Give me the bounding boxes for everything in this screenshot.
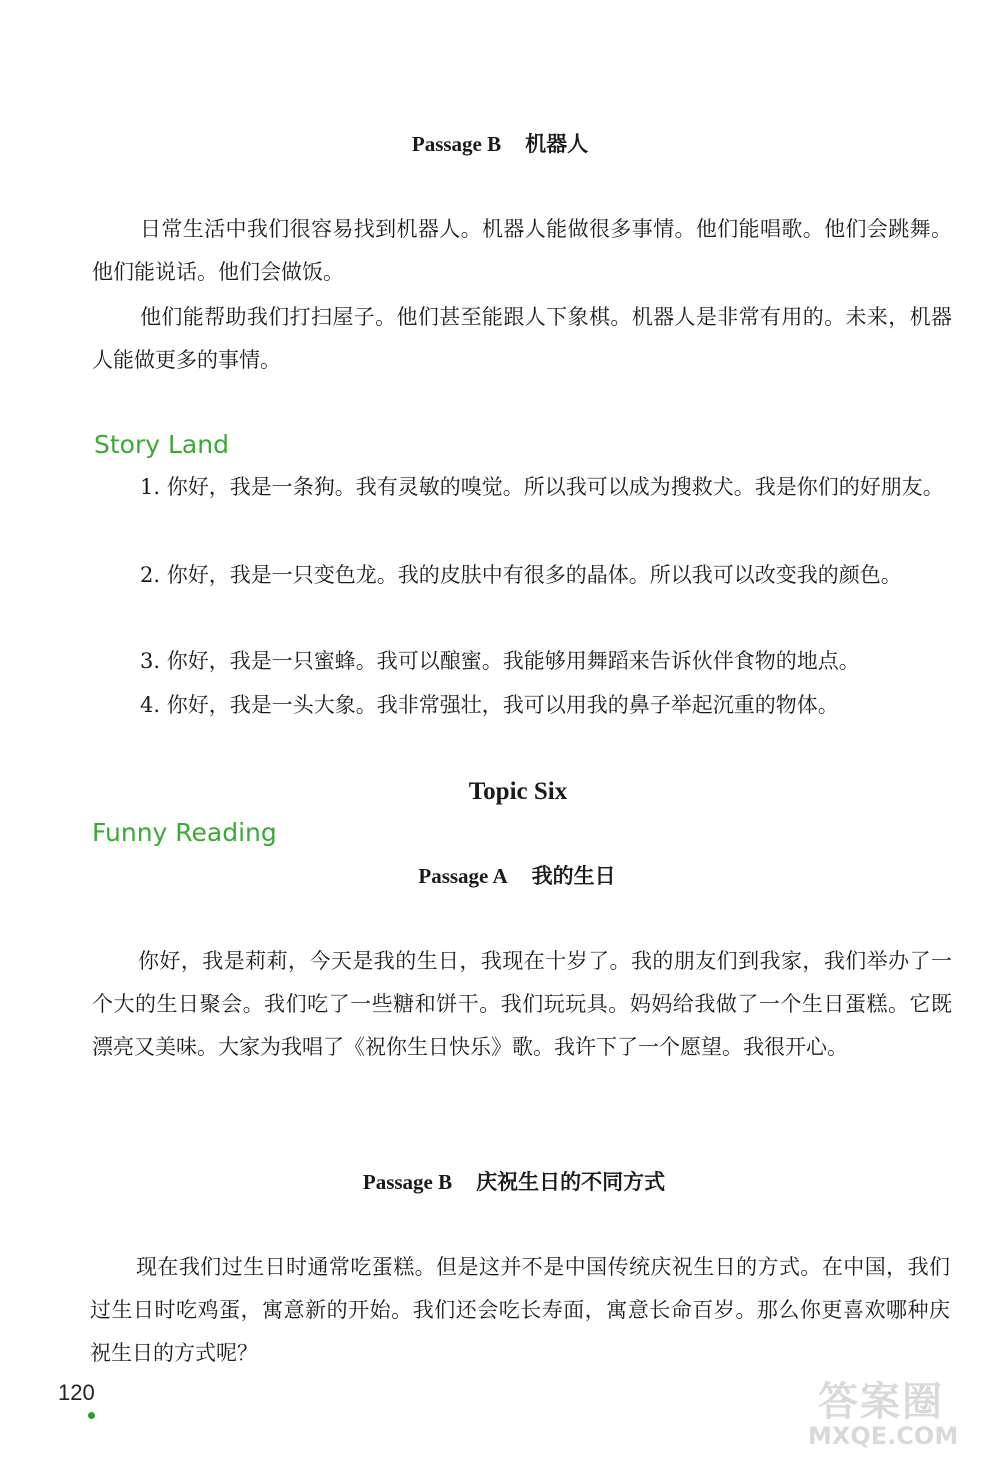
- watermark-logo-text: 答案圈: [818, 1379, 944, 1425]
- story-item: 3. 你好，我是一只蜜蜂。我可以酿蜜。我能够用舞蹈来告诉伙伴食物的地点。: [140, 649, 860, 673]
- passage-b-birthday-heading: [0, 1166, 1000, 1196]
- watermark: [800, 1370, 990, 1458]
- page-number: 120: [58, 1380, 95, 1405]
- passage-label: Passage B: [362, 1170, 453, 1194]
- paragraph: 现在我们过生日时通常吃蛋糕。但是这并不是中国传统庆祝生日的方式。在中国，我们过生日时吃鸡蛋，寓意新的开始。我们还会吃长寿面，寓意长命百岁。那么你更喜欢哪种庆祝生日的方式呢？: [90, 1255, 950, 1365]
- story-item: 2. 你好，我是一只变色龙。我的皮肤中有很多的晶体。所以我可以改变我的颜色。: [140, 563, 902, 587]
- passage-title: 我的生日: [531, 864, 616, 888]
- topic-title: Topic Six: [468, 778, 568, 805]
- story-item: 4. 你好，我是一头大象。我非常强壮，我可以用我的鼻子举起沉重的物体。: [140, 693, 839, 717]
- passage-label: Passage B: [411, 132, 502, 156]
- passage-title: 机器人: [525, 132, 589, 156]
- story-item: 1. 你好，我是一条狗。我有灵敏的嗅觉。所以我可以成为搜救犬。我是你们的好朋友。: [140, 475, 944, 499]
- paragraph: 他们能帮助我们打扫屋子。他们甚至能跟人下象棋。机器人是非常有用的。未来，机器人能做更多的事情。: [92, 305, 952, 372]
- passage-label: Passage A: [418, 864, 508, 888]
- paragraph: 日常生活中我们很容易找到机器人。机器人能做很多事情。他们能唱歌。他们会跳舞。他们能说话。他们会做饭。: [92, 217, 952, 284]
- passage-b-robots-heading: [0, 128, 1000, 158]
- page-dot-decoration: [88, 1412, 95, 1419]
- passage-title: 庆祝生日的不同方式: [476, 1170, 666, 1194]
- watermark-url: MXQE.COM: [808, 1422, 959, 1450]
- story-land-label: Story Land: [94, 430, 229, 459]
- passage-a-heading: [0, 860, 1000, 890]
- paragraph: 你好，我是莉莉，今天是我的生日，我现在十岁了。我的朋友们到我家，我们举办了一个大的生日聚会。我们吃了一些糖和饼干。我们玩玩具。妈妈给我做了一个生日蛋糕。它既漂亮又美味。大家为我唱了《祝你生日快乐》歌。我许下了一个愿望。我很开心。: [92, 949, 952, 1059]
- funny-reading-label: Funny Reading: [92, 818, 277, 847]
